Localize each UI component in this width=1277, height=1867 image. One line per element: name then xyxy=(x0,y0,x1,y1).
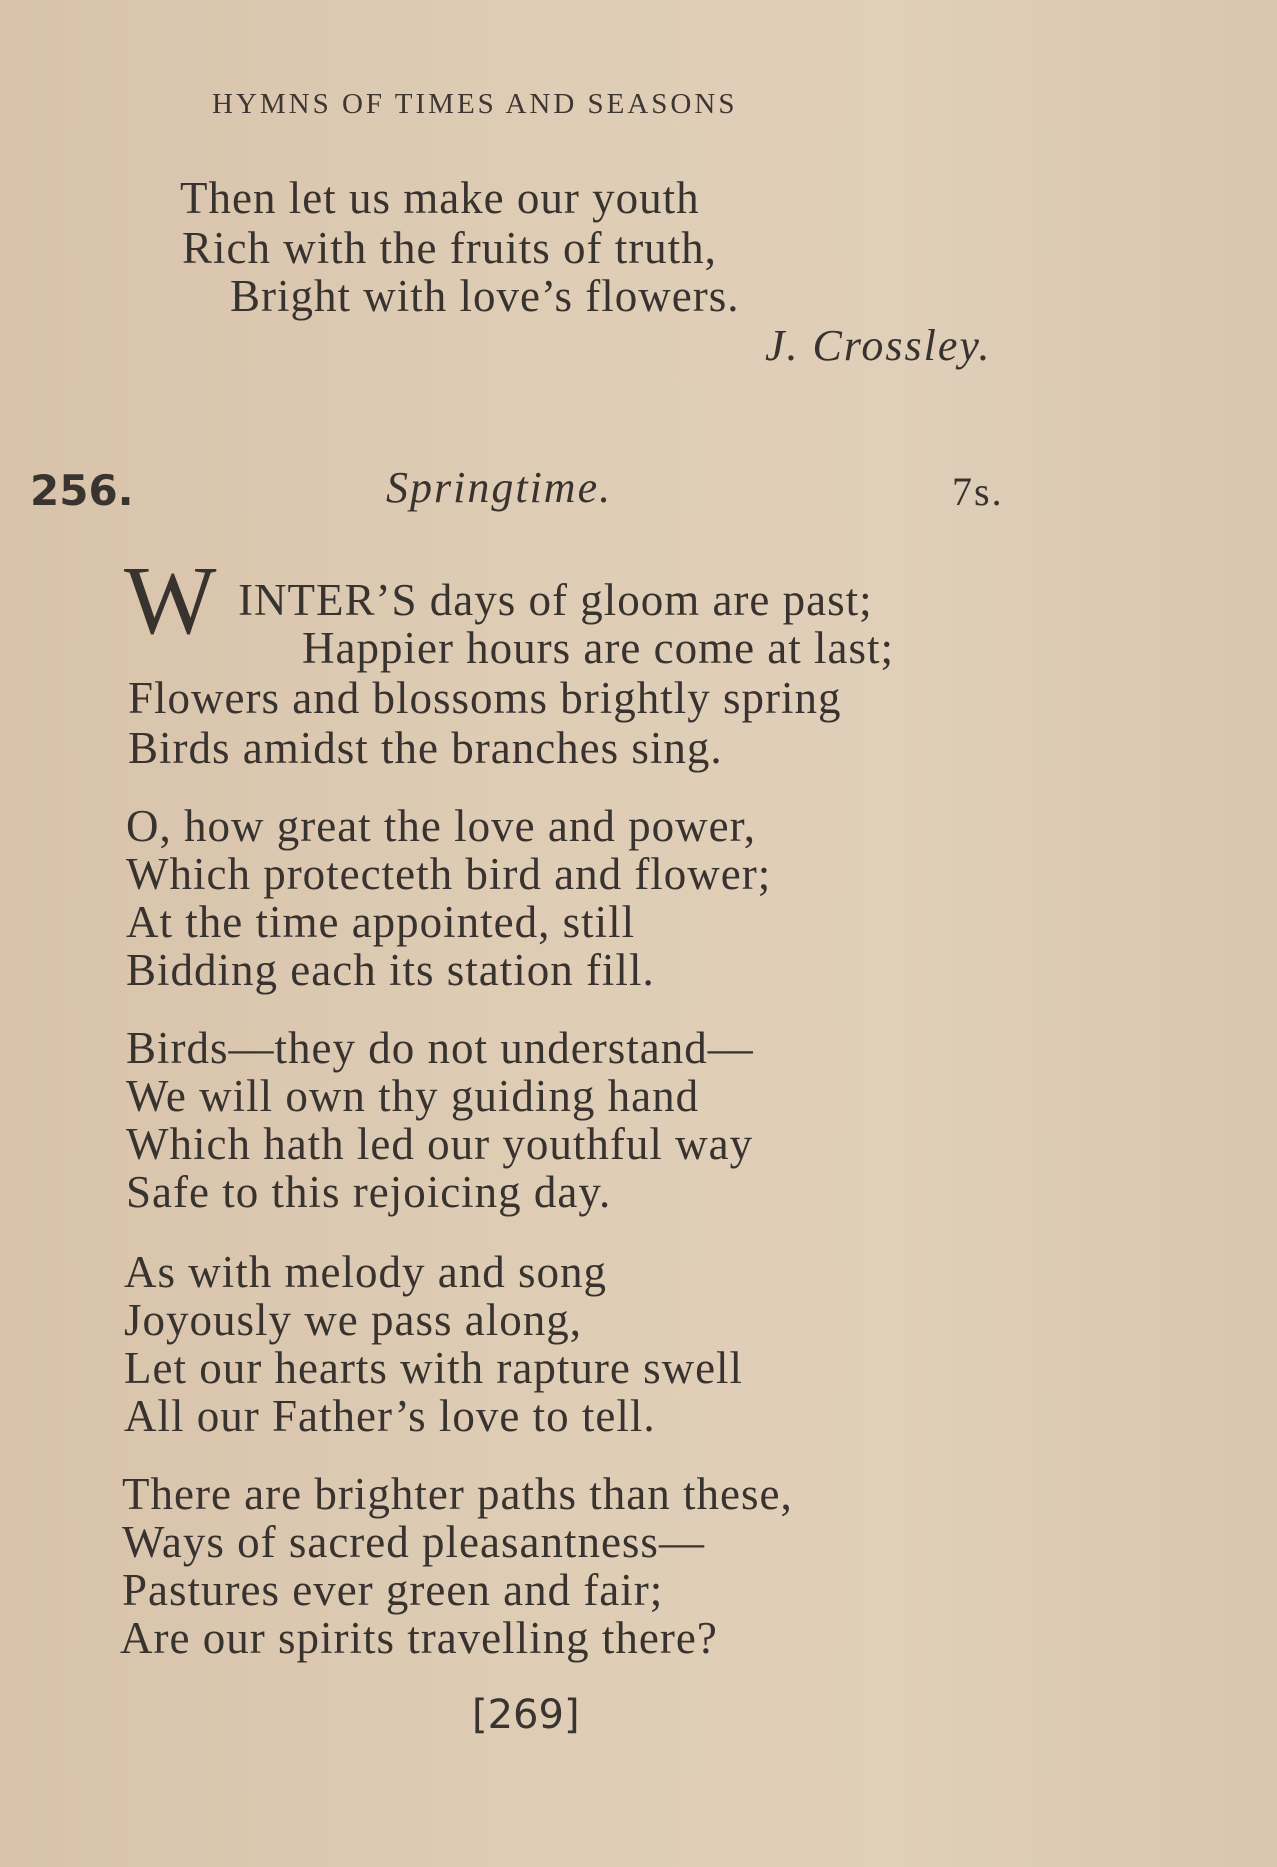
verse-line: Rich with the fruits of truth, xyxy=(182,223,717,273)
running-head: HYMNS OF TIMES AND SEASONS xyxy=(212,88,738,120)
verse-line: Flowers and blossoms brightly spring xyxy=(128,673,842,723)
verse-line: Let our hearts with rapture swell xyxy=(124,1343,744,1393)
verse-line: All our Father’s love to tell. xyxy=(124,1391,656,1441)
verse-line: O, how great the love and power, xyxy=(126,801,757,851)
verse-line: Ways of sacred pleasantness— xyxy=(122,1517,705,1567)
hymn-title: Springtime. xyxy=(386,463,613,512)
verse-line: At the time appointed, still xyxy=(126,897,636,947)
verse-line: Joyously we pass along, xyxy=(124,1295,582,1345)
verse-line: We will own thy guiding hand xyxy=(126,1071,700,1121)
verse-line: Bright with love’s flowers. xyxy=(230,271,740,321)
verse-line: Which protecteth bird and flower; xyxy=(126,849,772,899)
verse-line: Birds amidst the branches sing. xyxy=(128,723,723,773)
drop-cap: W xyxy=(124,547,217,655)
verse-line: Safe to this rejoicing day. xyxy=(126,1167,612,1217)
hymn-author: J. Crossley. xyxy=(765,321,992,370)
page-number: [269] xyxy=(472,1692,580,1738)
verse-line: Then let us make our youth xyxy=(180,173,700,223)
verse-line: Bidding each its station fill. xyxy=(126,945,655,995)
verse-line: Happier hours are come at last; xyxy=(302,623,895,673)
verse-line: Pastures ever green and fair; xyxy=(122,1565,664,1615)
verse-line: As with melody and song xyxy=(124,1247,607,1297)
verse-line: Which hath led our youthful way xyxy=(126,1119,754,1169)
hymn-meter: 7s. xyxy=(952,469,1004,514)
verse-line: Birds—they do not understand— xyxy=(126,1023,754,1073)
hymn-number: 256. xyxy=(30,466,134,515)
verse-line: There are brighter paths than these, xyxy=(122,1469,793,1519)
verse-line: Are our spirits travelling there? xyxy=(120,1613,718,1663)
verse-line: INTER’S days of gloom are past; xyxy=(238,575,873,625)
